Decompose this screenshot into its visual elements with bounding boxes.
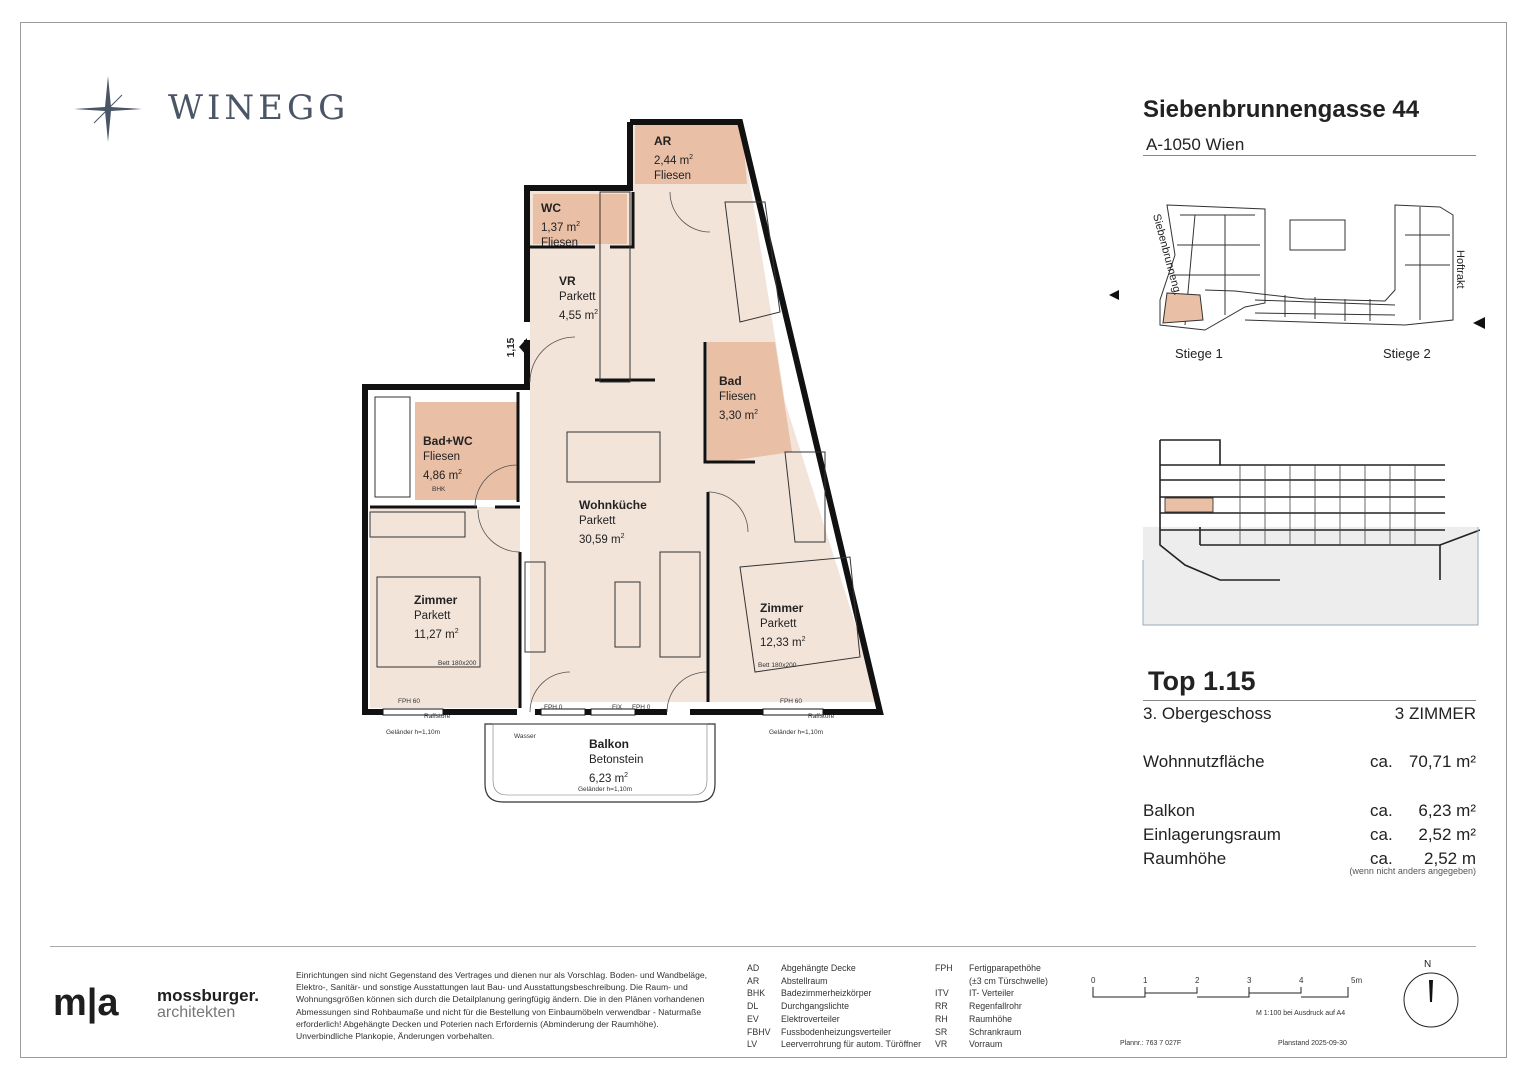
legend-value: IT- Verteiler xyxy=(969,988,1014,999)
room-zimmer2-name: Zimmer xyxy=(760,601,804,615)
rail-left: Geländer h=1,10m xyxy=(386,729,441,736)
sup: 2 xyxy=(594,309,599,316)
legend-value: Regenfallrohr xyxy=(969,1001,1022,1012)
room-wohn-floor: Parkett xyxy=(579,515,616,527)
disclaimer: Einrichtungen sind nicht Gegenstand des Vertrages und dienen nur als Vorschlag. Boden- und Wandbeläge, Elektro-, Sanitär- und sonstige Ausstattungen laut Bau- und Ausstattungsbeschreibung. Die Raum- und Wohnungsgrößen können sich durch die Detailplanung geringfügig ändern. Die in den Plänen vorhandenen Abmessungen sind Rohbaumaße und nicht für die Bestellung von Einbaumöbeln verwendbar - Naturmaße erforderlich! Abgehängte Decken und Poterien nach Erfordernis (Abminderung der Raumhöhe). Unverbindliche Plankopie, Änderungen vorbehalten. xyxy=(296,970,708,1042)
ca-label: ca. xyxy=(1370,849,1393,868)
legend-left xyxy=(747,962,927,1054)
legend-value: Vorraum xyxy=(969,1039,1003,1050)
room-balkon-floor: Betonstein xyxy=(589,754,644,766)
room-bad xyxy=(719,374,758,424)
room-bad-floor: Fliesen xyxy=(719,391,757,403)
sup: 2 xyxy=(689,154,694,161)
legend-value: Schrankraum xyxy=(969,1026,1022,1037)
legend-value: Raumhöhe xyxy=(969,1013,1013,1024)
legend-key: RR xyxy=(935,1001,948,1012)
height-value: 2,52 m xyxy=(1424,849,1476,868)
height-note: (wenn nicht anders angegeben) xyxy=(1349,866,1476,876)
scale-tick-label: 0 xyxy=(1091,976,1096,985)
court-label: Hoftrakt xyxy=(1454,250,1466,289)
brand-name: WINEGG xyxy=(168,88,350,128)
sup: 2 xyxy=(624,772,629,779)
room-vr-name: VR xyxy=(559,274,576,288)
scale-tick-label: 2 xyxy=(1195,976,1200,985)
room-vr xyxy=(559,274,598,324)
legend-key: EV xyxy=(747,1013,759,1024)
divider xyxy=(1143,155,1476,156)
living-area-label: Wohnnutzfläche xyxy=(1143,752,1265,771)
legend-value: Durchgangslichte xyxy=(781,1001,849,1012)
address-street: Siebenbrunnengasse 44 xyxy=(1143,96,1420,123)
room-wc-area: 1,37 m xyxy=(541,221,577,234)
room-badwc-name: Bad+WC xyxy=(423,434,473,448)
room-badwc xyxy=(423,434,473,484)
plan-number: Plannr.: 763 7 027F xyxy=(1120,1040,1182,1047)
sup: 2 xyxy=(620,533,625,540)
divider xyxy=(1143,700,1476,701)
sup: 2 xyxy=(576,221,581,228)
balcony-label: Balkon xyxy=(1143,801,1195,820)
legend-value: Badezimmerheizkörper xyxy=(781,988,872,999)
sup: 2 xyxy=(454,628,459,635)
scale-tick-label: 4 xyxy=(1299,976,1304,985)
legend-value: Elektroverteiler xyxy=(781,1013,840,1024)
footer-divider xyxy=(50,946,1476,947)
scale-tick-label: 5m xyxy=(1351,976,1363,985)
storage-value: 2,52 m² xyxy=(1418,825,1476,844)
architect-mark: m|a xyxy=(53,982,119,1024)
legend-key: RH xyxy=(935,1013,948,1024)
fix-mark: FIX xyxy=(612,704,623,711)
room-wc-name: WC xyxy=(541,201,561,215)
bhk-mark: BHK xyxy=(432,486,446,493)
legend-key: SR xyxy=(935,1026,948,1037)
legend-value: Fertigparapethöhe xyxy=(969,963,1041,973)
legend-key: FBHV xyxy=(747,1026,771,1037)
room-ar-floor: Fliesen xyxy=(654,169,692,182)
bed-note-1: Bett 180x200 xyxy=(438,660,477,667)
room-wohn-name: Wohnküche xyxy=(579,498,647,512)
room-vr-floor: Parkett xyxy=(559,291,596,303)
legend-value: Leerverrohrung für autom. Türöffner xyxy=(781,1039,922,1050)
sup: 2 xyxy=(754,409,759,416)
room-balkon-name: Balkon xyxy=(589,737,630,751)
room-wc xyxy=(541,201,580,251)
scale-note: M 1:100 bei Ausdruck auf A4 xyxy=(1256,1010,1346,1017)
legend-key: VR xyxy=(935,1039,948,1050)
room-zimmer1-name: Zimmer xyxy=(414,593,458,607)
legend-value: Fussbodenheizungsverteiler xyxy=(781,1026,892,1037)
room-wohn xyxy=(579,498,647,548)
architect-sub: architekten xyxy=(157,1004,236,1021)
room-badwc-area: 4,86 m xyxy=(423,469,459,482)
balcony-value: 6,23 m² xyxy=(1418,801,1476,820)
plan-date: Planstand 2025-09-30 xyxy=(1278,1040,1347,1047)
floor-label: 3. Obergeschoss xyxy=(1143,704,1272,723)
room-ar xyxy=(654,134,693,184)
room-zimmer1-area: 11,27 m xyxy=(414,628,455,641)
ca-label: ca. xyxy=(1370,825,1393,844)
bed-note-2: Bett 180x200 xyxy=(758,662,797,669)
building-section xyxy=(1140,435,1480,630)
room-zimmer1-floor: Parkett xyxy=(414,610,451,622)
fph-door2: FPH 0 xyxy=(632,704,651,711)
legend-key: AD xyxy=(747,963,760,973)
legend-key: ITV xyxy=(935,988,949,999)
room-badwc-floor: Fliesen xyxy=(423,451,461,463)
sup: 2 xyxy=(458,469,463,476)
fph-door1: FPH 0 xyxy=(544,704,563,711)
stair1-label: Stiege 1 xyxy=(1175,346,1223,361)
scale-tick-label: 1 xyxy=(1143,976,1148,985)
height-label: Raumhöhe xyxy=(1143,849,1227,868)
legend-key: DL xyxy=(747,1001,759,1012)
north-arrow-icon xyxy=(1400,968,1462,1032)
room-wc-floor: Fliesen xyxy=(541,236,579,249)
rooms-count: 3 ZIMMER xyxy=(1394,704,1476,723)
north-label: N xyxy=(1424,959,1432,970)
site-key-plan xyxy=(1105,195,1490,370)
storage-label: Einlagerungsraum xyxy=(1143,825,1281,844)
room-zimmer2 xyxy=(760,601,805,651)
room-ar-name: AR xyxy=(654,134,672,148)
room-zimmer2-area: 12,33 m xyxy=(760,636,802,649)
ca-label: ca. xyxy=(1370,801,1393,820)
sup: 2 xyxy=(801,636,806,643)
street-label: Siebenbrunneng. xyxy=(1150,212,1184,297)
room-zimmer1 xyxy=(414,593,459,643)
room-bad-area: 3,30 m xyxy=(719,409,755,422)
rail-right: Geländer h=1,10m xyxy=(769,729,824,736)
legend-value: Abstellraum xyxy=(781,975,828,986)
raffstore-left: Raffstore xyxy=(424,713,451,720)
room-wohn-area: 30,59 m xyxy=(579,533,621,546)
room-zimmer2-floor: Parkett xyxy=(760,618,797,630)
ca-label: ca. xyxy=(1370,752,1393,771)
compass-star-icon xyxy=(72,74,144,144)
legend-key: AR xyxy=(747,975,760,986)
room-bad-name: Bad xyxy=(719,374,742,388)
room-balkon xyxy=(589,737,643,787)
fph-right: FPH 60 xyxy=(780,698,803,705)
entry-mark: 1,15 xyxy=(506,337,518,358)
scale-ticks xyxy=(1088,976,1363,990)
architect-name: mossburger. xyxy=(157,986,260,1005)
legend-key: BHK xyxy=(747,988,766,999)
address-city: A-1050 Wien xyxy=(1146,135,1245,154)
legend-right xyxy=(935,962,1085,1054)
room-ar-area: 2,44 m xyxy=(654,154,690,167)
legend-key: FPH xyxy=(935,963,953,973)
legend-value: Abgehängte Decke xyxy=(781,963,856,973)
living-area-value: 70,71 m² xyxy=(1408,752,1476,771)
stair2-label: Stiege 2 xyxy=(1383,346,1431,361)
legend-value: (±3 cm Türschwelle) xyxy=(969,975,1048,986)
raffstore-right: Raffstore xyxy=(808,713,835,720)
room-balkon-area: 6,23 m xyxy=(589,772,625,785)
scale-tick-label: 3 xyxy=(1247,976,1252,985)
unit-title: Top 1.15 xyxy=(1148,666,1256,696)
fph-left: FPH 60 xyxy=(398,698,421,705)
balkon-rail: Geländer h=1,10m xyxy=(578,786,633,793)
legend-key: LV xyxy=(747,1039,758,1050)
room-vr-area: 4,55 m xyxy=(559,309,595,322)
wasser-mark: Wasser xyxy=(514,733,536,740)
